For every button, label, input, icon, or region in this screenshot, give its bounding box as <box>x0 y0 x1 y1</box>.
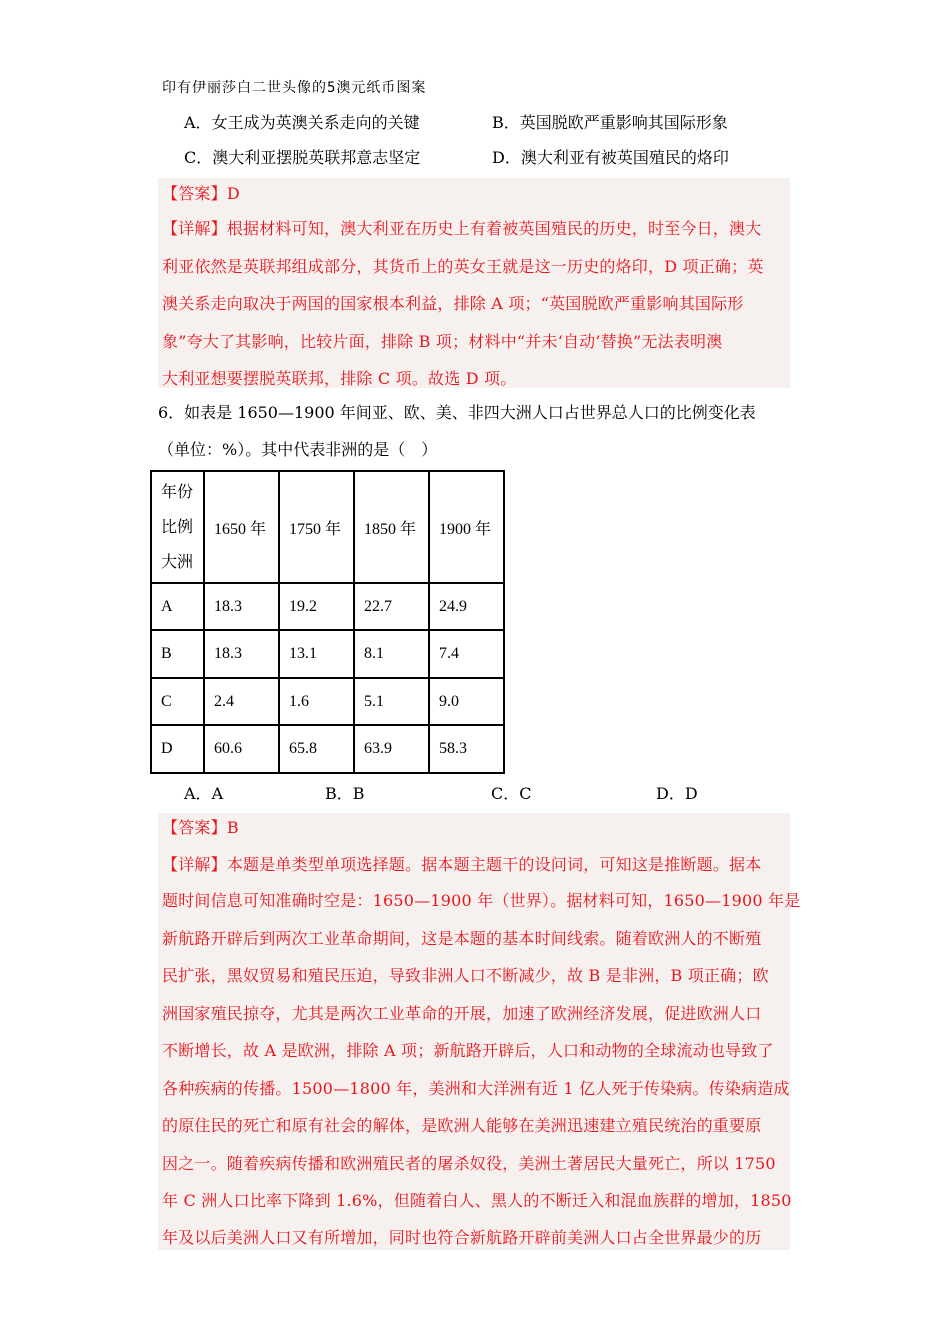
explain-line: 利亚依然是英联邦组成部分，其货币上的英女王就是这一历史的烙印，D 项正确；英 <box>162 257 764 276</box>
explain-line: 年 C 洲人口比率下降到 1.6%，但随着白人、黑人的不断迁入和混血族群的增加，1850 <box>162 1191 792 1210</box>
row-label: C <box>151 678 204 725</box>
population-table <box>150 470 505 774</box>
explain-line: 大利亚想要摆脱英联邦，排除 C 项。故选 D 项。 <box>162 369 517 388</box>
table-cell: 19.2 <box>279 583 354 630</box>
option-text: D <box>684 784 698 803</box>
option-letter: A． <box>184 784 212 803</box>
table-cell: 58.3 <box>429 725 504 773</box>
explain-label: 【详解】 <box>162 219 227 238</box>
option-text: 英国脱欧严重影响其国际形象 <box>519 113 728 132</box>
explain-line: 新航路开辟后到两次工业革命期间，这是本题的基本时间线索。随着欧洲人的不断殖 <box>162 929 762 948</box>
option-letter: B． <box>325 784 353 803</box>
explain-text: 本题是单类型单项选择题。据本题主题干的设问词，可知这是推断题。据本 <box>226 855 762 874</box>
answer-value: B <box>226 818 239 837</box>
year-header: 1900 年 <box>429 471 504 583</box>
explain-line: 不断增长，故 A 是欧洲，排除 A 项；新航路开辟后，人口和动物的全球流动也导致了 <box>162 1041 774 1060</box>
q5-option-c[interactable] <box>184 148 420 168</box>
q5-option-a[interactable] <box>184 113 420 133</box>
table-cell: 18.3 <box>204 630 279 678</box>
explain-line: 因之一。随着疾病传播和欧洲殖民者的屠杀奴役，美洲土著居民大量死亡，所以 1750 <box>162 1154 776 1173</box>
option-letter: D． <box>492 148 521 167</box>
q6-option-b[interactable] <box>325 784 365 804</box>
table-cell: 18.3 <box>204 583 279 630</box>
table-cell: 63.9 <box>354 725 429 773</box>
explain-line: 年及以后美洲人口又有所增加，同时也符合新航路开辟前美洲人口占全世界最少的历 <box>162 1228 762 1247</box>
q6-answer-block <box>158 813 801 1250</box>
table-row <box>151 630 504 678</box>
q5-option-b[interactable] <box>492 113 728 133</box>
row-label: B <box>151 630 204 678</box>
option-text: 澳大利亚有被英国殖民的烙印 <box>520 148 729 167</box>
table-row <box>151 678 504 725</box>
q6-option-c[interactable] <box>491 784 532 804</box>
option-text: A <box>211 784 224 803</box>
option-text: 澳大利亚摆脱英联邦意志坚定 <box>212 148 421 167</box>
table-corner-header <box>151 471 204 583</box>
table-cell: 60.6 <box>204 725 279 773</box>
table-cell: 2.4 <box>204 678 279 725</box>
table-cell: 22.7 <box>354 583 429 630</box>
image-caption: 印有伊丽莎白二世头像的5澳元纸币图案 <box>162 80 427 96</box>
option-text: 女王成为英澳关系走向的关键 <box>211 113 420 132</box>
table-cell: 24.9 <box>429 583 504 630</box>
answer-label: 【答案】 <box>162 184 227 203</box>
explain-line: 洲国家殖民掠夺，尤其是两次工业革命的开展，加速了欧洲经济发展，促进欧洲人口 <box>162 1004 762 1023</box>
year-header: 1850 年 <box>354 471 429 583</box>
q6-option-d[interactable] <box>656 784 698 804</box>
table-row <box>151 583 504 630</box>
answer-line <box>162 184 240 204</box>
option-text: B <box>352 784 365 803</box>
explain-line <box>162 219 761 239</box>
explain-line <box>162 855 761 875</box>
table-cell: 65.8 <box>279 725 354 773</box>
table-row <box>151 725 504 773</box>
explain-line: 澳关系走向取决于两国的国家根本利益，排除 A 项；“英国脱欧严重影响其国际形 <box>162 294 744 313</box>
q5-answer-block <box>158 178 790 388</box>
explain-label: 【详解】 <box>162 855 227 874</box>
table-cell: 9.0 <box>429 678 504 725</box>
q6-stem-line-1: 6．如表是 1650—1900 年间亚、欧、美、非四大洲人口占世界总人口的比例变化表 <box>158 403 756 422</box>
answer-value: D <box>226 184 240 203</box>
year-header: 1750 年 <box>279 471 354 583</box>
answer-line <box>162 818 239 838</box>
answer-label: 【答案】 <box>162 818 227 837</box>
q5-option-d[interactable] <box>492 148 729 168</box>
table-cell: 5.1 <box>354 678 429 725</box>
option-letter: C． <box>491 784 520 803</box>
option-letter: B． <box>492 113 520 132</box>
row-label: A <box>151 583 204 630</box>
explain-line: 象”夸大了其影响，比较片面，排除 B 项；材料中“并未‘自动’替换”无法表明澳 <box>162 332 723 351</box>
option-letter: D． <box>656 784 685 803</box>
header-continent: 大洲 <box>161 553 194 571</box>
option-text: C <box>519 784 532 803</box>
header-year: 年份 <box>161 483 194 501</box>
option-letter: A． <box>184 113 212 132</box>
explain-line: 的原住民的死亡和原有社会的解体，是欧洲人能够在美洲迅速建立殖民统治的重要原 <box>162 1116 762 1135</box>
table-cell: 8.1 <box>354 630 429 678</box>
q6-option-a[interactable] <box>184 784 223 804</box>
year-header: 1650 年 <box>204 471 279 583</box>
row-label: D <box>151 725 204 773</box>
explain-line: 题时间信息可知准确时空是：1650—1900 年（世界）。据材料可知，1650—1900 年是 <box>162 891 801 910</box>
explain-line: 各种疾病的传播。1500—1800 年，美洲和大洋洲有近 1 亿人死于传染病。传染病造成 <box>162 1079 790 1098</box>
table-cell: 1.6 <box>279 678 354 725</box>
q6-stem-line-2: （单位：%）。其中代表非洲的是（ ） <box>158 440 438 459</box>
table-cell: 13.1 <box>279 630 354 678</box>
option-letter: C． <box>184 148 213 167</box>
table-cell: 7.4 <box>429 630 504 678</box>
explain-line: 民扩张，黑奴贸易和殖民压迫，导致非洲人口不断减少，故 B 是非洲，B 项正确；欧 <box>162 966 769 985</box>
header-ratio: 比例 <box>161 518 194 536</box>
explain-text: 根据材料可知，澳大利亚在历史上有着被英国殖民的历史，时至今日，澳大 <box>226 219 762 238</box>
